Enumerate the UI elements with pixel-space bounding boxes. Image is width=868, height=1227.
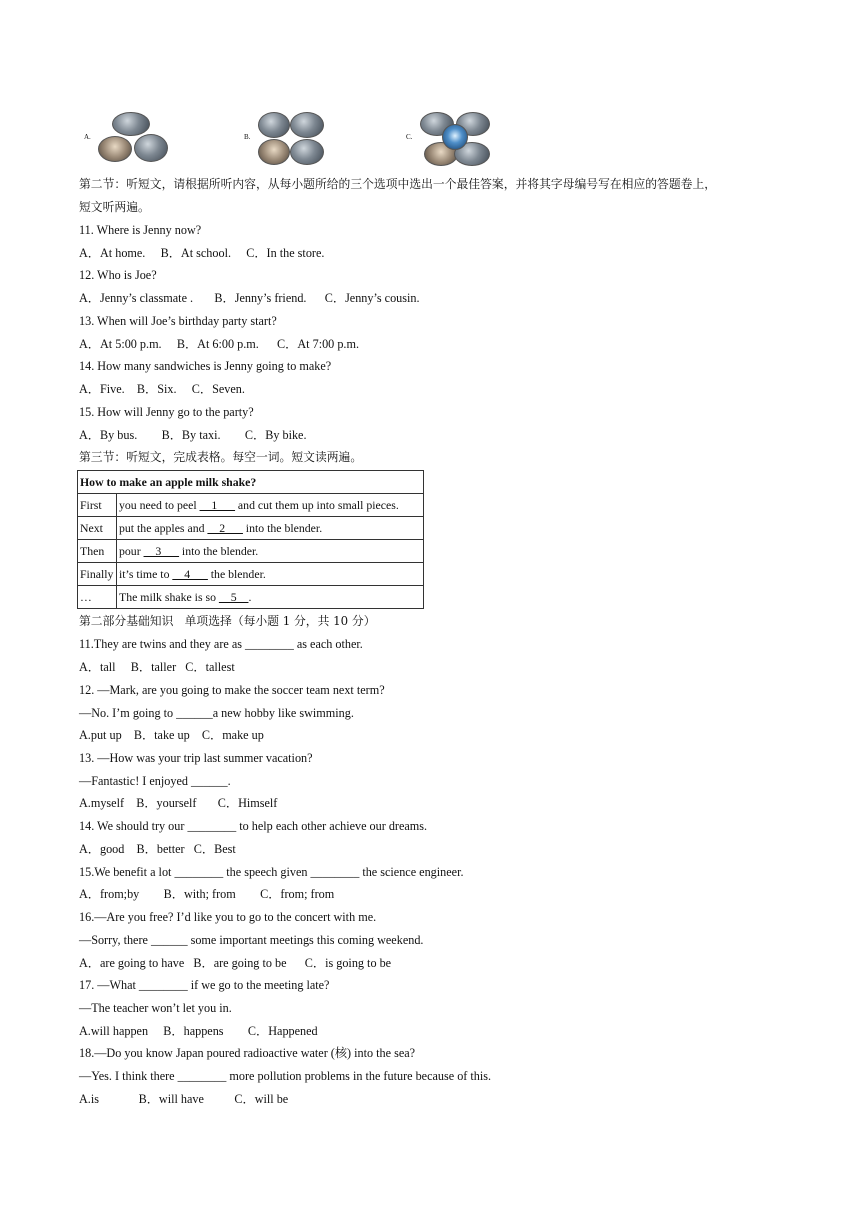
- grammar-line: A．from;by B．with; from C．from; from: [79, 887, 335, 901]
- step-text: put the apples and __2___ into the blender.: [117, 517, 424, 540]
- grammar-line: —Fantastic! I enjoyed ______.: [79, 774, 231, 788]
- grammar-line: A.myself B．yourself C．Himself: [79, 796, 278, 810]
- section2-instruction-cont: 短文听两遍。: [79, 200, 150, 214]
- step-label: First: [78, 494, 117, 517]
- step-label: …: [78, 586, 117, 609]
- grammar-line: 14. We should try our ________ to help each other achieve our dreams.: [79, 819, 428, 833]
- listening-question: 15. How will Jenny go to the party?: [79, 405, 254, 419]
- grammar-line: 16.—Are you free? I’d like you to go to the concert with me.: [79, 910, 377, 924]
- listening-question: 12. Who is Joe?: [79, 268, 157, 282]
- grammar-line: A.will happen B．happens C．Happened: [79, 1024, 318, 1038]
- step-label: Next: [78, 517, 117, 540]
- listening-question: 13. When will Joe’s birthday party start?: [79, 314, 277, 328]
- step-text: you need to peel __1___ and cut them up into small pieces.: [117, 494, 424, 517]
- picture-label-c: C.: [406, 133, 413, 141]
- grammar-line: 13. —How was your trip last summer vacation?: [79, 751, 313, 765]
- grammar-line: A．are going to have B．are going to be C．is going to be: [79, 956, 392, 970]
- listening-options: A．By bus. B．By taxi. C．By bike.: [79, 428, 307, 442]
- listening-options: A．At 5:00 p.m. B．At 6:00 p.m. C．At 7:00 p.m.: [79, 337, 359, 351]
- grammar-line: A．tall B．taller C．tallest: [79, 660, 235, 674]
- answer-blank[interactable]: __2___: [207, 520, 243, 535]
- section2-instruction: 第二节：听短文，请根据所听内容，从每小题所给的三个选项中选出一个最佳答案，并将其字母编号写在相应的答题卷上，: [79, 177, 717, 191]
- step-text: it’s time to __4___ the blender.: [117, 563, 424, 586]
- listening-options: A．Jenny’s classmate . B．Jenny’s friend. C．Jenny’s cousin.: [79, 291, 420, 305]
- section3-instruction: 第三节：听短文，完成表格。每空一词。短文读两遍。: [79, 450, 363, 464]
- listening-options: A．At home. B．At school. C．In the store.: [79, 246, 325, 260]
- table-row: [78, 563, 424, 586]
- grammar-line: 15.We benefit a lot ________ the speech given ________ the science engineer.: [79, 865, 464, 879]
- answer-blank[interactable]: __5__: [218, 589, 249, 604]
- picture-label-a: A.: [84, 133, 91, 141]
- answer-blank[interactable]: __1___: [199, 497, 235, 512]
- grammar-line: A.put up B．take up C．make up: [79, 728, 264, 742]
- grammar-line: A．good B．better C．Best: [79, 842, 236, 856]
- picture-label-b: B.: [244, 133, 251, 141]
- grammar-line: 11.They are twins and they are as ________ as each other.: [79, 637, 363, 651]
- part2-header: 第二部分基础知识 单项选择（每小题 1 分，共 10 分）: [79, 614, 376, 628]
- answer-blank[interactable]: __3___: [143, 543, 179, 558]
- photo-thumbnail: [112, 112, 150, 136]
- listening-options: A．Five. B．Six. C．Seven.: [79, 382, 245, 396]
- picture-option-c[interactable]: [406, 112, 481, 164]
- table-row: [78, 540, 424, 563]
- photo-thumbnail: [134, 134, 168, 162]
- photo-thumbnail: [98, 136, 132, 162]
- grammar-line: —Yes. I think there ________ more pollution problems in the future because of this.: [79, 1069, 492, 1083]
- grammar-line: 18.—Do you know Japan poured radioactive water (核) into the sea?: [79, 1046, 416, 1060]
- table-row: [78, 586, 424, 609]
- listening-question: 14. How many sandwiches is Jenny going to make?: [79, 359, 332, 373]
- photo-thumbnail: [258, 139, 290, 165]
- grammar-line: 12. —Mark, are you going to make the soccer team next term?: [79, 683, 385, 697]
- picture-option-a[interactable]: [84, 112, 159, 164]
- answer-blank[interactable]: __4___: [172, 566, 208, 581]
- photo-thumbnail: [290, 112, 324, 138]
- photo-thumbnail: [290, 139, 324, 165]
- picture-option-b[interactable]: [244, 112, 319, 164]
- table-title: How to make an apple milk shake?: [78, 471, 424, 494]
- step-label: Finally: [78, 563, 117, 586]
- grammar-line: A.is B．will have C．will be: [79, 1092, 289, 1106]
- grammar-line: 17. —What ________ if we go to the meeting late?: [79, 978, 330, 992]
- table-row: [78, 494, 424, 517]
- grammar-line: —No. I’m going to ______a new hobby like swimming.: [79, 706, 354, 720]
- photo-thumbnail: [258, 112, 290, 138]
- step-label: Then: [78, 540, 117, 563]
- grammar-line: —Sorry, there ______ some important meetings this coming weekend.: [79, 933, 424, 947]
- globe-icon: [442, 124, 468, 150]
- grammar-line: —The teacher won’t let you in.: [79, 1001, 232, 1015]
- step-text: pour __3___ into the blender.: [117, 540, 424, 563]
- table-row: [78, 517, 424, 540]
- step-text: The milk shake is so __5__.: [117, 586, 424, 609]
- milkshake-table: [77, 470, 424, 609]
- listening-question: 11. Where is Jenny now?: [79, 223, 202, 237]
